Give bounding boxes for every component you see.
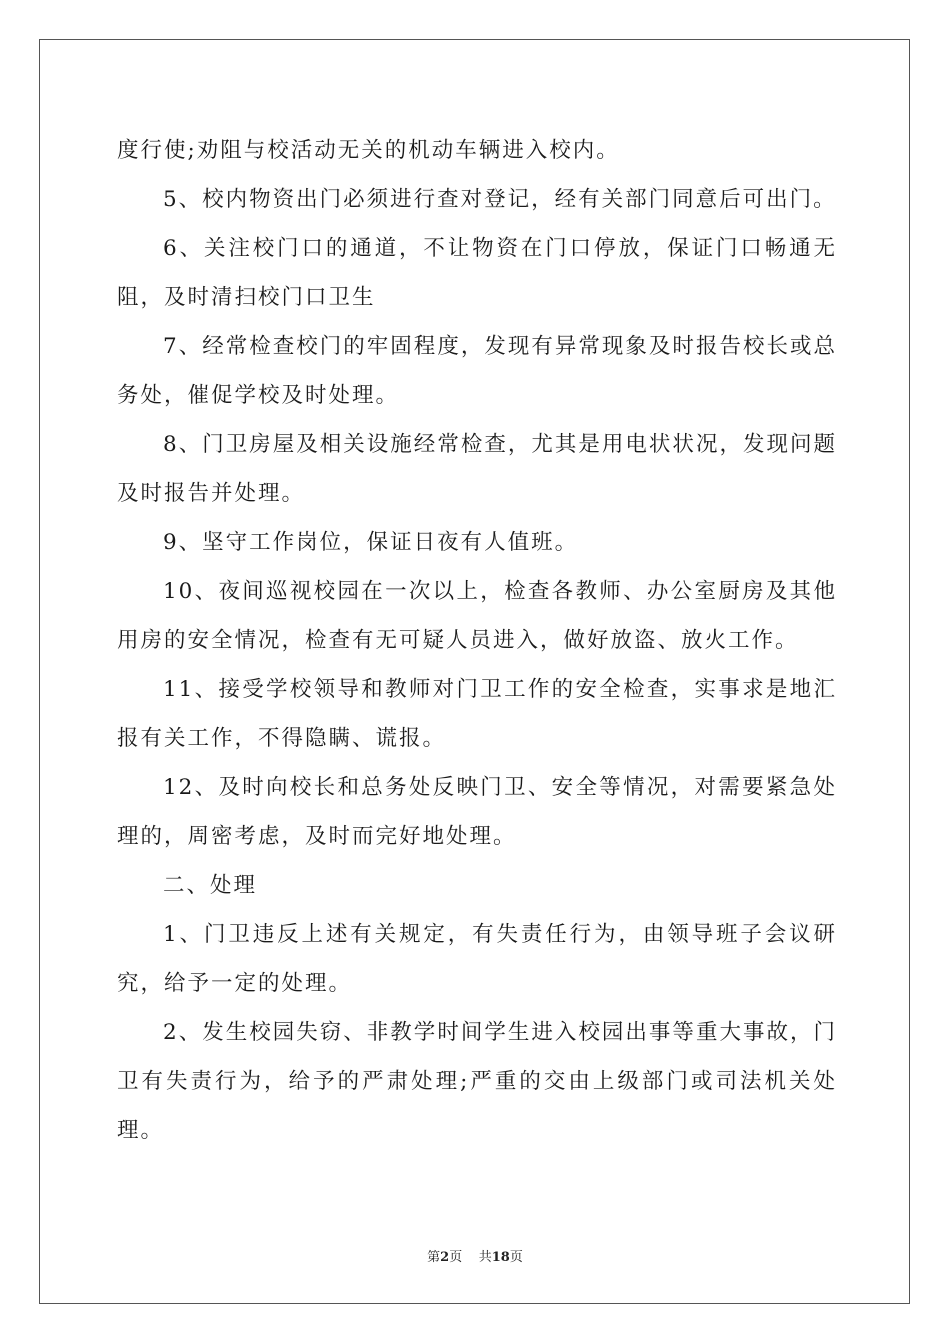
paragraph: 7、经常检查校门的牢固程度，发现有异常现象及时报告校长或总务处，催促学校及时处理。: [117, 334, 837, 408]
paragraph: 5、校内物资出门必须进行查对登记，经有关部门同意后可出门。: [163, 187, 837, 212]
page-number: 2: [440, 1250, 450, 1265]
page-footer: [0, 1246, 950, 1265]
paragraph: 9、坚守工作岗位，保证日夜有人值班。: [163, 530, 579, 555]
paragraph: 6、关注校门口的通道，不让物资在门口停放，保证门口畅通无阻，及时清扫校门口卫生: [117, 236, 837, 310]
paragraph: 12、及时向校长和总务处反映门卫、安全等情况，对需要紧急处理的，周密考虑，及时而完好地处理。: [117, 775, 837, 849]
page-suffix: 页: [449, 1250, 463, 1265]
paragraph: 10、夜间巡视校园在一次以上，检查各教师、办公室厨房及其他用房的安全情况，检查有无可疑人员进入，做好放盗、放火工作。: [117, 579, 837, 653]
document-body: [117, 126, 837, 1155]
total-prefix: 共: [478, 1250, 492, 1265]
paragraph: 2、发生校园失窃、非教学时间学生进入校园出事等重大事故，门卫有失责行为，给予的严肃处理;严重的交由上级部门或司法机关处理。: [117, 1020, 837, 1143]
total-pages: 18: [491, 1250, 510, 1265]
total-suffix: 页: [509, 1250, 523, 1265]
paragraph: 1、门卫违反上述有关规定，有失责任行为，由领导班子会议研究，给予一定的处理。: [117, 922, 837, 996]
paragraph: 度行使;劝阻与校活动无关的机动车辆进入校内。: [117, 138, 620, 163]
page-prefix: 第: [427, 1250, 441, 1265]
paragraph: 11、接受学校领导和教师对门卫工作的安全检查，实事求是地汇报有关工作，不得隐瞒、谎报。: [117, 677, 837, 751]
section-heading: 二、处理: [163, 873, 258, 898]
paragraph: 8、门卫房屋及相关设施经常检查，尤其是用电状状况，发现问题及时报告并处理。: [117, 432, 837, 506]
